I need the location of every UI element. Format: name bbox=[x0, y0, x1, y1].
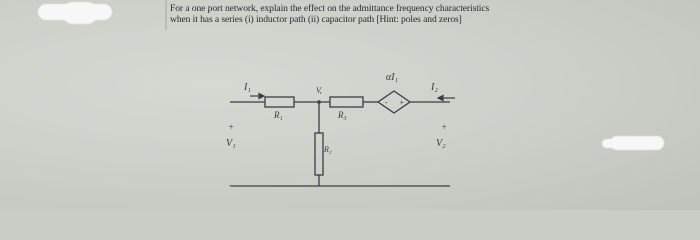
dependent-current-source bbox=[378, 91, 410, 113]
label-v-node: V, bbox=[316, 86, 322, 95]
label-i2: I₂ bbox=[431, 82, 438, 93]
label-plus-left: + bbox=[228, 122, 235, 132]
label-r3: R₃ bbox=[338, 110, 347, 120]
node-dot bbox=[317, 100, 321, 104]
arrow-i1-head bbox=[259, 94, 264, 99]
resistor-r1 bbox=[265, 97, 294, 107]
resistor-r3 bbox=[330, 97, 363, 107]
label-v2: V₂ bbox=[436, 138, 446, 149]
label-alpha-i1: αI₁ bbox=[386, 72, 399, 83]
resistor-r2 bbox=[315, 133, 323, 175]
label-source-minus: - bbox=[385, 98, 388, 107]
label-r1: R₁ bbox=[274, 110, 283, 120]
question-line-1: For a one port network, explain the effect on the admittance frequency characteristics bbox=[170, 3, 490, 14]
label-plus-right: + bbox=[441, 122, 448, 132]
label-source-plus: + bbox=[399, 98, 405, 107]
label-minus-right: - bbox=[444, 180, 447, 190]
question-line-2: when it has a series (i) inductor path (ii) capacitor path [Hint: poles and zeros] bbox=[170, 14, 462, 25]
label-minus-left: - bbox=[229, 180, 232, 190]
arrow-i2-head bbox=[438, 96, 443, 101]
label-r2: R₂ bbox=[324, 145, 332, 154]
label-v1: V₁ bbox=[226, 138, 236, 149]
label-i1: I₁ bbox=[244, 82, 251, 93]
